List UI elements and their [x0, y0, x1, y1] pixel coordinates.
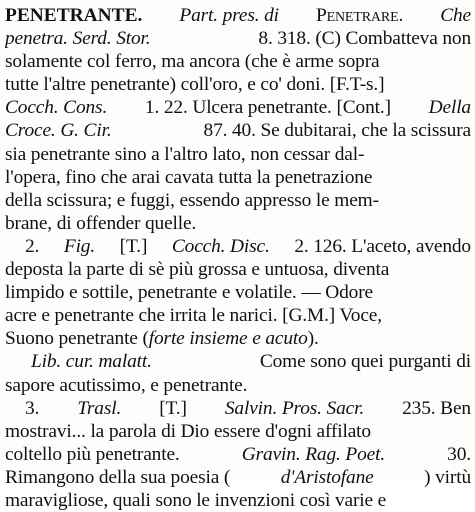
- text-line: [5, 420, 471, 443]
- text-line: [5, 327, 471, 350]
- text-run: 30.: [442, 443, 471, 465]
- text-run: [T.]: [114, 235, 152, 257]
- text-run: acre e penetrante che irrita le narici. [G.M.] Voce,: [5, 305, 382, 327]
- text-run: 8. 318. (C) Combatteva non: [253, 28, 471, 50]
- text-run: brane, di offender quelle.: [5, 212, 197, 234]
- italic-text: forte insieme e acuto: [148, 328, 308, 350]
- text-line: [5, 50, 471, 73]
- text-line: [5, 27, 471, 50]
- text-run: 235. Ben: [397, 397, 471, 419]
- text-line: [5, 166, 471, 189]
- text-run: maravigliose, quali sono le invenzioni così varie e: [5, 489, 387, 511]
- text-run: solamente col ferro, ma ancora (che è arme sopra: [5, 51, 380, 73]
- text-line: [5, 73, 471, 96]
- italic-text: d'Aristofane: [280, 466, 374, 488]
- text-line: [5, 235, 471, 258]
- text-run: 2.: [25, 235, 44, 257]
- text-line: [5, 189, 471, 212]
- text-run: limpido e sottile, penetrante e volatile. — Odore: [5, 282, 373, 304]
- text-run: 3.: [25, 397, 44, 419]
- italic-text: Gravin. Rag. Poet.: [241, 443, 386, 465]
- text-line: [5, 4, 471, 27]
- text-run: tutte l'altre penetrante) coll'oro, e co' doni. [F.T-s.]: [5, 74, 385, 96]
- italic-text: penetra. Serd. Stor.: [5, 28, 151, 50]
- text-run: sapore acutissimo, e penetrante.: [5, 374, 248, 396]
- italic-text: Cocch. Cons.: [5, 97, 108, 119]
- italic-text: Lib. cur. malatt.: [31, 351, 152, 373]
- text-run: mostravi... la parola di Dio essere d'ogni affilato: [5, 420, 371, 442]
- dictionary-entry: [5, 4, 471, 512]
- text-line: [5, 443, 471, 466]
- text-run: 2. 126. L'aceto, avendo: [289, 235, 471, 257]
- text-run: ).: [307, 328, 319, 350]
- text-run: sia penetrante sino a l'altro lato, non cessar dal-: [5, 143, 365, 165]
- headword: PENETRANTE.: [5, 5, 143, 26]
- text-run: [419, 4, 424, 27]
- text-line: [5, 143, 471, 166]
- italic-text: Fig.: [63, 235, 96, 257]
- text-run: 1. 22. Ulcera penetrante. [Cont.]: [140, 97, 396, 119]
- text-run: della scissura; e fuggi, essendo appresso le mem-: [5, 189, 379, 211]
- text-run: 87. 40. Se dubitarai, che la scissura: [198, 120, 471, 142]
- text-line: [5, 466, 471, 489]
- text-run: Rimangono della sua poesia (: [5, 466, 231, 488]
- text-run: coltello più penetrante.: [5, 443, 185, 465]
- italic-text: Croce. G. Cir.: [5, 120, 112, 142]
- italic-text: Cocch. Disc.: [171, 235, 270, 257]
- italic-text: Salvin. Pros. Sacr.: [224, 397, 365, 419]
- small-caps-text: Penetrare.: [315, 5, 404, 26]
- text-line: [5, 258, 471, 281]
- text-line: [5, 374, 471, 397]
- text-line: [5, 119, 471, 142]
- text-run: ) virtù: [424, 466, 471, 488]
- text-run: [T.]: [154, 397, 192, 419]
- italic-text: Trasl.: [77, 397, 122, 419]
- text-run: deposta la parte di sè più grossa e untuosa, diventa: [5, 259, 390, 281]
- text-line: [5, 350, 471, 373]
- text-line: [5, 397, 471, 420]
- italic-text: Che: [440, 5, 471, 26]
- text-line: [5, 212, 471, 235]
- text-line: [5, 96, 471, 119]
- text-run: Come sono quei purganti di: [255, 351, 471, 373]
- italic-text: Part. pres. di: [179, 5, 279, 26]
- text-line: [5, 489, 471, 512]
- italic-text: Della: [428, 97, 471, 119]
- text-run: l'opera, fino che arai cavata tutta la penetrazione: [5, 166, 373, 188]
- text-run: [295, 4, 300, 27]
- text-run: Suono penetrante (: [5, 328, 149, 350]
- text-run: [159, 4, 164, 27]
- text-line: [5, 304, 471, 327]
- text-line: [5, 281, 471, 304]
